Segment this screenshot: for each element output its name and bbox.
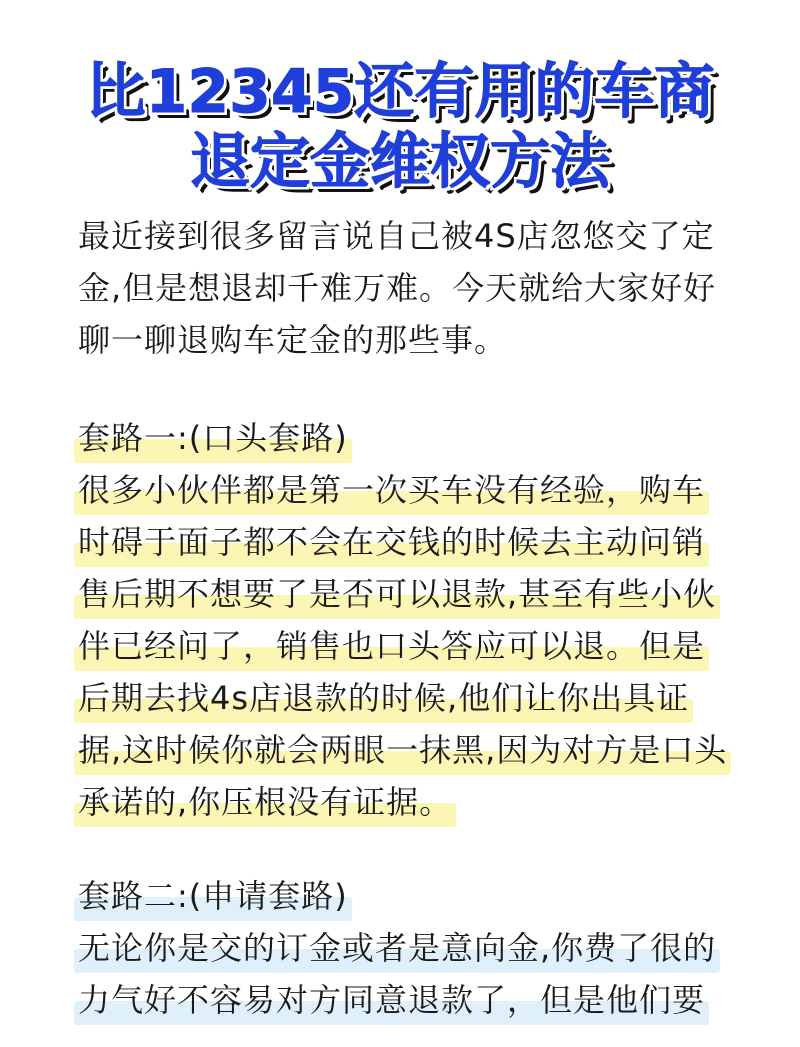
section2-paragraph <box>78 922 738 1026</box>
section2-line: 力气好不容易对方同意退款了，但是他们要 <box>78 981 706 1019</box>
article-title-line-2: 退定金维权方法 <box>190 127 610 197</box>
section1-heading-block <box>78 412 738 464</box>
section1-line: 时碍于面子都不会在交钱的时候去主动问销 <box>78 523 706 561</box>
section2-line: 无论你是交的订金或者是意向金,你费了很的 <box>78 929 717 967</box>
section1-line: 很多小伙伴都是第一次买车没有经验，购车 <box>78 471 706 509</box>
section1-line: 据,这时候你就会两眼一抹黑,因为对方是口头 <box>78 731 728 769</box>
intro-paragraph <box>78 210 738 366</box>
section1-paragraph <box>78 464 738 828</box>
section1-heading: 套路一:(口头套路) <box>78 419 348 457</box>
section1-line: 伴已经问了，销售也口头答应可以退。但是 <box>78 627 706 665</box>
intro-line: 最近接到很多留言说自己被4S店忽悠交了定 <box>78 217 715 255</box>
section1-line: 售后期不想要了是否可以退款,甚至有些小伙 <box>78 575 717 613</box>
article-title-line-1: 比12345还有用的车商 <box>85 57 715 127</box>
section1-line: 承诺的,你压根没有证据。 <box>78 783 453 821</box>
section1-line: 后期去找4s店退款的时候,他们让你出具证 <box>78 679 690 717</box>
intro-line: 金,但是想退却千难万难。今天就给大家好好 <box>78 269 717 307</box>
section2-heading: 套路二:(申请套路) <box>78 877 348 915</box>
section2-heading-block <box>78 870 738 922</box>
intro-line: 聊一聊退购车定金的那些事。 <box>78 321 508 359</box>
